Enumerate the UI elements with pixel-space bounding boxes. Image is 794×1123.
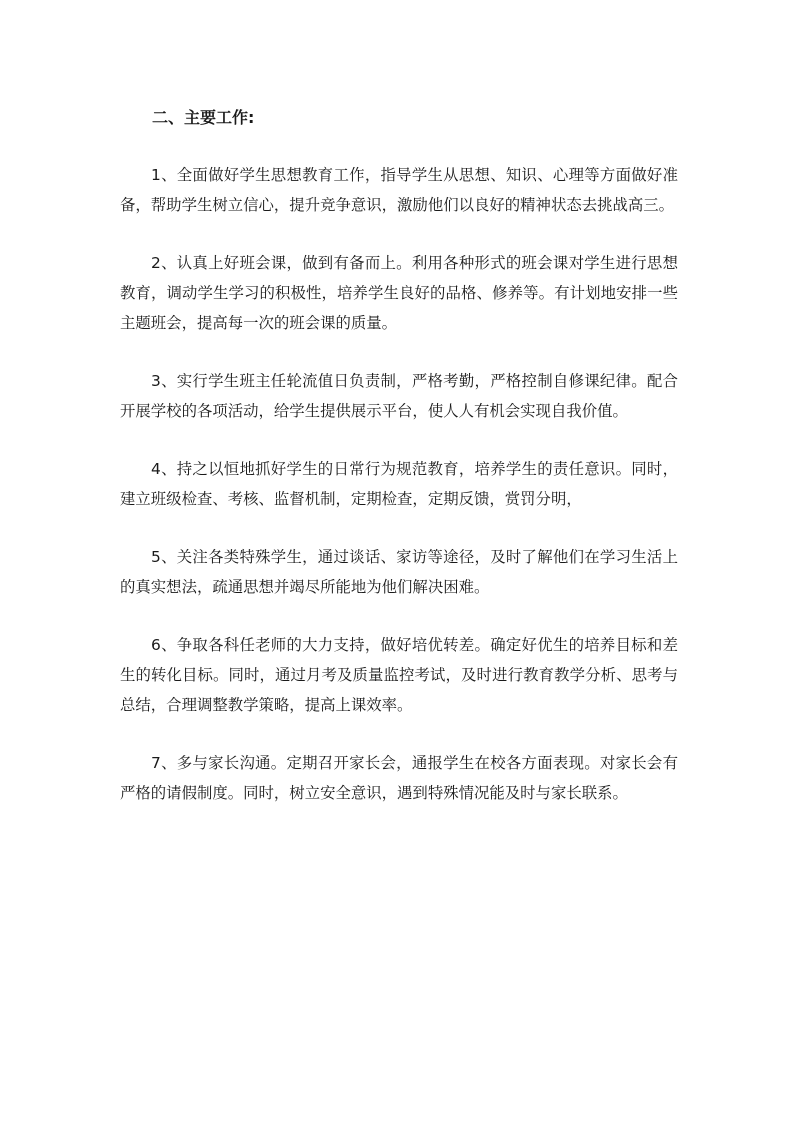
paragraph-6: 6、争取各科任老师的大力支持，做好培优转差。确定好优生的培养目标和差生的转化目标。同时，通过月考及质量监控考试，及时进行教育教学分析、思考与总结，合理调整教学策略，提高上课效率。: [120, 636, 678, 714]
paragraph-4: 4、持之以恒地抓好学生的日常行为规范教育，培养学生的责任意识。同时，建立班级检查、考核、监督机制，定期检查，定期反馈，赏罚分明，: [120, 460, 678, 508]
document-body: [120, 104, 678, 836]
section-heading: 二、主要工作:: [152, 108, 255, 127]
paragraph-7: 7、多与家长沟通。定期召开家长会，通报学生在校各方面表现。对家长会有严格的请假制度。同时，树立安全意识，遇到特殊情况能及时与家长联系。: [120, 754, 678, 802]
paragraph-3: 3、实行学生班主任轮流值日负责制，严格考勤，严格控制自修课纪律。配合开展学校的各项活动，给学生提供展示平台，使人人有机会实现自我价值。: [120, 372, 678, 420]
paragraph-2: 2、认真上好班会课，做到有备而上。利用各种形式的班会课对学生进行思想教育，调动学生学习的积极性，培养学生良好的品格、修养等。有计划地安排一些主题班会，提高每一次的班会课的质量。: [120, 254, 678, 332]
paragraph-5: 5、关注各类特殊学生，通过谈话、家访等途径，及时了解他们在学习生活上的真实想法，疏通思想并竭尽所能地为他们解决困难。: [120, 548, 678, 596]
paragraph-1: 1、全面做好学生思想教育工作，指导学生从思想、知识、心理等方面做好准备，帮助学生树立信心，提升竞争意识，激励他们以良好的精神状态去挑战高三。: [120, 166, 678, 214]
